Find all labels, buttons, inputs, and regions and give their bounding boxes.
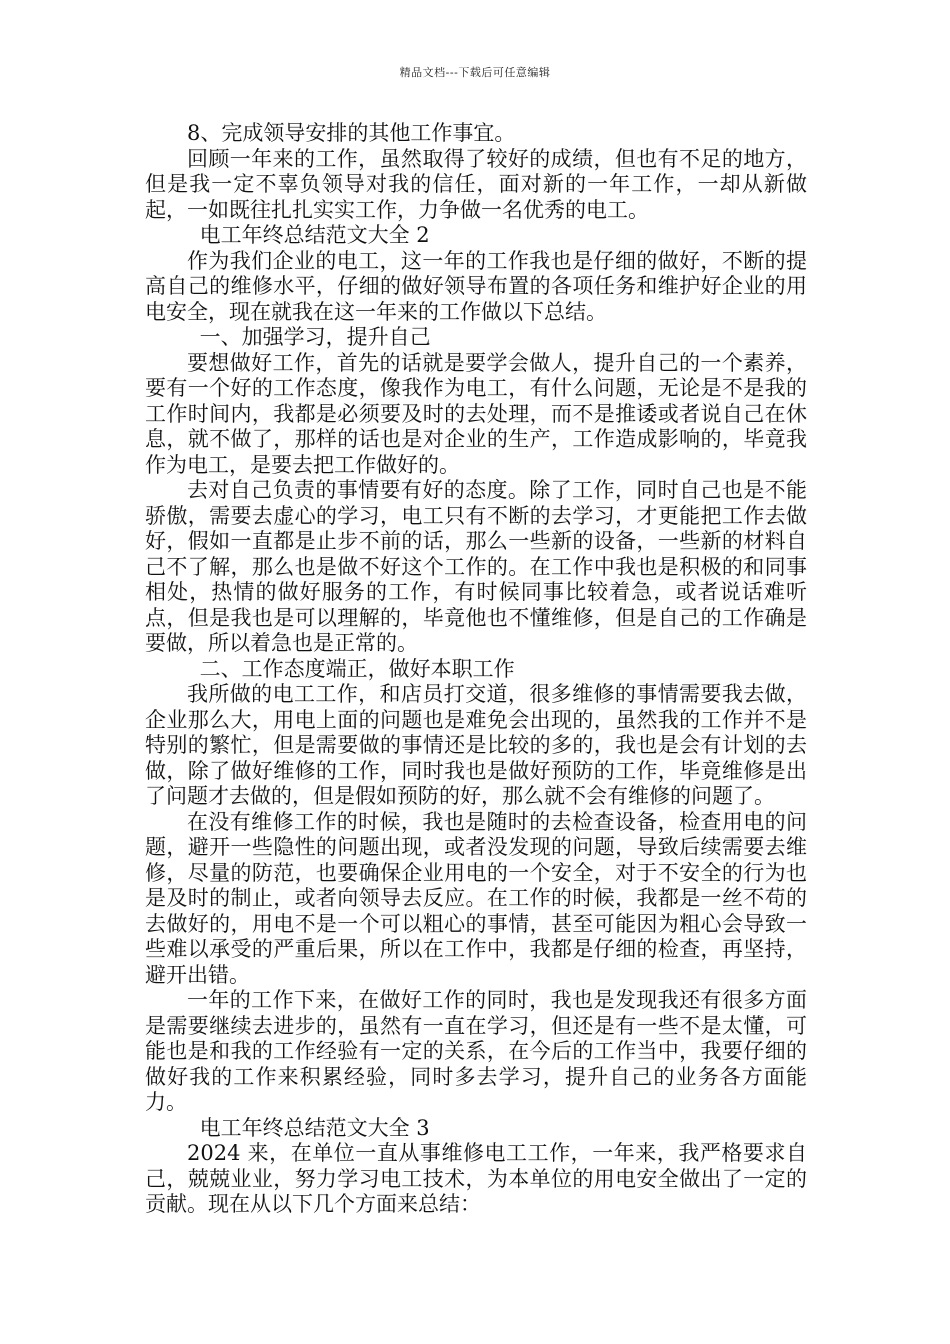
body-paragraph: 2024 来，在单位一直从事维修电工工作，一年来，我严格要求自己，兢兢业业，努力学习电工技术，为本单位的用电安全做出了一定的贡献。现在从以下几个方面来总结： [145,1141,807,1216]
page-header: 精品文档---下载后可任意编辑 [399,66,551,79]
list-item-8: 8、完成领导安排的其他工作事宜。 [187,121,516,145]
body-paragraph: 作为我们企业的电工，这一年的工作我也是仔细的做好，不断的提高自己的维修水平，仔细的做好领导布置的各项任务和维护好企业的用电安全，现在就我在这一年来的工作做以下总结。 [145,248,807,324]
body-paragraph: 我所做的电工工作，和店员打交道，很多维修的事情需要我去做，企业那么大，用电上面的问题也是难免会出现的，虽然我的工作并不是特别的繁忙，但是需要做的事情还是比较的多的，我也是会有计划的去做，除了做好维修的工作，同时我也是做好预防的工作，毕竟维修是出了问题才去做的，但是假如预防的好，那么就不会有维修的问题了。 [145,682,807,808]
section-title-2: 电工年终总结范文大全 2 [199,223,430,247]
body-paragraph: 一年的工作下来，在做好工作的同时，我也是发现我还有很多方面是需要继续去进步的，虽然有一直在学习，但还是有一些不是太懂，可能也是和我的工作经验有一定的关系，在今后的工作当中，我要仔细的做好我的工作来积累经验，同时多去学习，提升自己的业务各方面能力。 [145,988,807,1114]
document-body [145,121,807,1218]
section-title-3: 电工年终总结范文大全 3 [199,1115,430,1140]
body-paragraph: 在没有维修工作的时候，我也是随时的去检查设备，检查用电的问题，避开一些隐性的问题出现，或者没发现的问题，导致后续需要去维修，尽量的防范，也要确保企业用电的一个安全，对于不安全的行为也是及时的制止，或者向领导去反应。在工作的时候，我都是一丝不苟的去做好的，用电不是一个可以粗心的事情，甚至可能因为粗心会导致一些难以承受的严重后果，所以在工作中，我都是仔细的检查，再坚持，避开出错。 [145,809,807,987]
body-paragraph: 要想做好工作，首先的话就是要学会做人，提升自己的一个素养，要有一个好的工作态度，像我作为电工，有什么问题，无论是不是我的工作时间内，我都是必须要及时的去处理，而不是推诿或者说自己在休息，就不做了，那样的话也是对企业的生产，工作造成影响的，毕竟我作为电工，是要去把工作做好的。 [145,350,807,477]
subsection-heading-2: 二、工作态度端正，做好本职工作 [199,656,515,681]
subsection-heading-1: 一、加强学习，提升自己 [199,325,431,349]
body-paragraph: 回顾一年来的工作，虽然取得了较好的成绩，但也有不足的地方，但是我一定不辜负领导对我的信任，面对新的一年工作，一却从新做起，一如既往扎扎实实工作，力争做一名优秀的电工。 [145,146,807,222]
body-paragraph: 去对自己负责的事情要有好的态度。除了工作，同时自己也是不能骄傲，需要去虚心的学习，电工只有不断的去学习，才更能把工作去做好，假如一直都是止步不前的话，那么一些新的设备，一些新的材料自己不了解，那么也是做不好这个工作的。在工作中我也是积极的和同事相处，热情的做好服务的工作，有时候同事比较着急，或者说话难听点，但是我也是可以理解的，毕竟他也不懂维修，但是自己的工作确是要做，所以着急也是正常的。 [145,478,807,655]
